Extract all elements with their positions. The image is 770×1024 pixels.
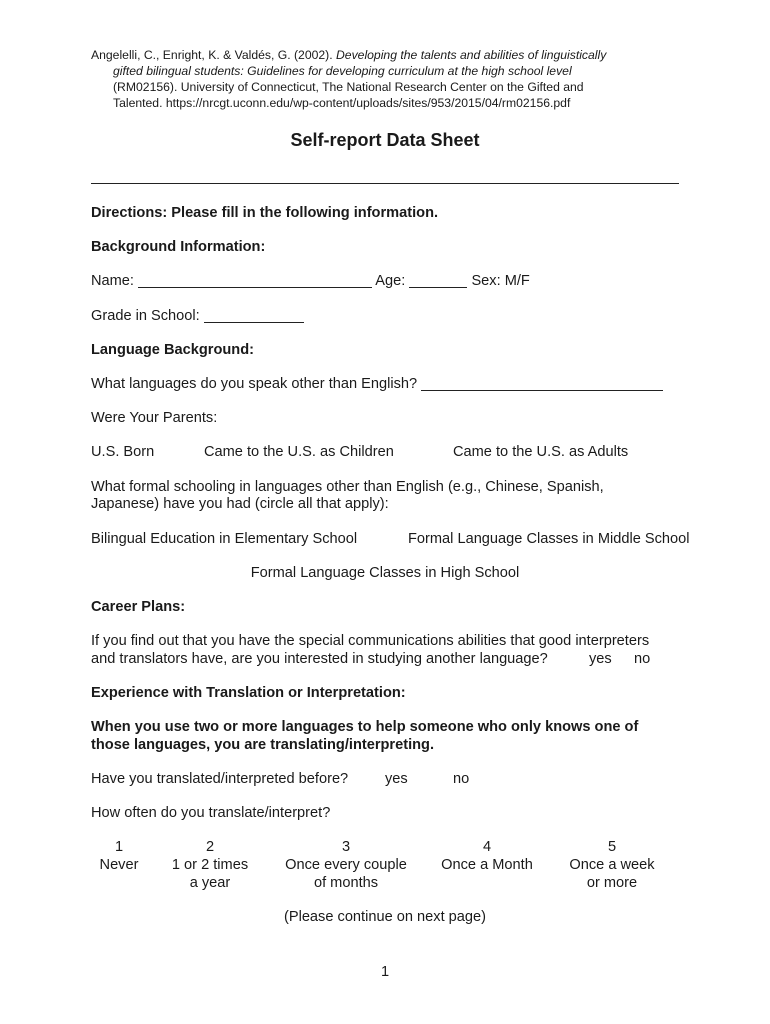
frequency-option-4[interactable] <box>427 838 547 874</box>
schooling-question-line-2: Japanese) have you had (circle all that apply): <box>91 496 389 512</box>
schooling-option-high[interactable]: Formal Language Classes in High School <box>250 565 520 581</box>
frequency-number: 4 <box>482 839 492 855</box>
languages-row <box>91 375 663 393</box>
frequency-label-2: or more <box>586 875 638 891</box>
grade-label: Grade in School: <box>91 308 200 324</box>
age-label: Age: <box>375 273 406 289</box>
citation-authors: Angelelli, C., Enright, K. & Valdés, G. (2002). <box>91 48 336 62</box>
frequency-label-2: of months <box>313 875 379 891</box>
age-field[interactable] <box>409 272 467 288</box>
frequency-label: Never <box>99 857 139 873</box>
parents-label: Were Your Parents: <box>91 410 218 426</box>
language-heading: Language Background: <box>91 342 254 358</box>
citation-line-4: Talented. https://nrcgt.uconn.edu/wp-content/uploads/sites/953/2015/04/rm02156.pdf <box>113 96 571 110</box>
career-question-line-1: If you find out that you have the special communications abilities that good interpreters <box>91 633 650 649</box>
page-number: 1 <box>380 964 390 980</box>
name-field[interactable] <box>138 272 372 288</box>
frequency-option-2[interactable] <box>150 838 270 892</box>
schooling-option-middle[interactable]: Formal Language Classes in Middle School <box>408 531 690 547</box>
page-title: Self-report Data Sheet <box>290 130 480 150</box>
languages-field[interactable] <box>421 375 663 391</box>
languages-question: What languages do you speak other than English? <box>91 376 418 392</box>
career-heading: Career Plans: <box>91 599 186 615</box>
continue-note: (Please continue on next page) <box>283 909 487 925</box>
translated-before-question: Have you translated/interpreted before? <box>91 771 349 787</box>
name-label: Name: <box>91 273 134 289</box>
frequency-option-3[interactable] <box>276 838 416 892</box>
name-age-sex-row <box>91 272 530 290</box>
frequency-option-5[interactable] <box>552 838 672 892</box>
background-heading: Background Information: <box>91 239 266 255</box>
frequency-label: Once every couple <box>285 857 407 873</box>
citation-title-part-2: gifted bilingual students: Guidelines for developing curriculum at the high school level <box>113 64 572 78</box>
title-divider <box>91 183 679 184</box>
experience-definition-line-2: those languages, you are translating/interpreting. <box>91 737 435 753</box>
frequency-number: 2 <box>205 839 215 855</box>
parents-option-adults[interactable]: Came to the U.S. as Adults <box>453 444 629 460</box>
schooling-question-line-1: What formal schooling in languages other than English (e.g., Chinese, Spanish, <box>91 479 604 495</box>
frequency-option-1[interactable] <box>79 838 159 874</box>
parents-option-us-born[interactable]: U.S. Born <box>91 444 155 460</box>
frequency-question: How often do you translate/interpret? <box>91 805 331 821</box>
citation-title-part-1: Developing the talents and abilities of linguistically <box>336 48 607 62</box>
frequency-label: 1 or 2 times <box>171 857 249 873</box>
career-question-line-2: and translators have, are you interested in studying another language? <box>91 651 548 667</box>
career-yes-option[interactable]: yes <box>589 651 612 667</box>
frequency-label-2: a year <box>189 875 231 891</box>
grade-row <box>91 307 304 325</box>
grade-field[interactable] <box>204 307 304 323</box>
citation-line-2 <box>113 64 572 80</box>
frequency-number: 5 <box>607 839 617 855</box>
frequency-number: 3 <box>341 839 351 855</box>
frequency-label: Once a week <box>569 857 655 873</box>
schooling-option-elementary[interactable]: Bilingual Education in Elementary School <box>91 531 358 547</box>
citation-line-1 <box>91 48 606 64</box>
frequency-label: Once a Month <box>441 857 533 873</box>
experience-definition-line-1: When you use two or more languages to help someone who only knows one of <box>91 719 639 735</box>
translated-no-option[interactable]: no <box>453 771 470 787</box>
parents-option-children[interactable]: Came to the U.S. as Children <box>204 444 394 460</box>
directions-text: Directions: Please fill in the following information. <box>91 205 439 221</box>
sex-label: Sex: M/F <box>471 273 530 289</box>
citation-line-3: (RM02156). University of Connecticut, The National Research Center on the Gifted and <box>113 80 584 94</box>
frequency-number: 1 <box>114 839 124 855</box>
career-no-option[interactable]: no <box>634 651 651 667</box>
translated-yes-option[interactable]: yes <box>385 771 408 787</box>
experience-heading: Experience with Translation or Interpretation: <box>91 685 406 701</box>
